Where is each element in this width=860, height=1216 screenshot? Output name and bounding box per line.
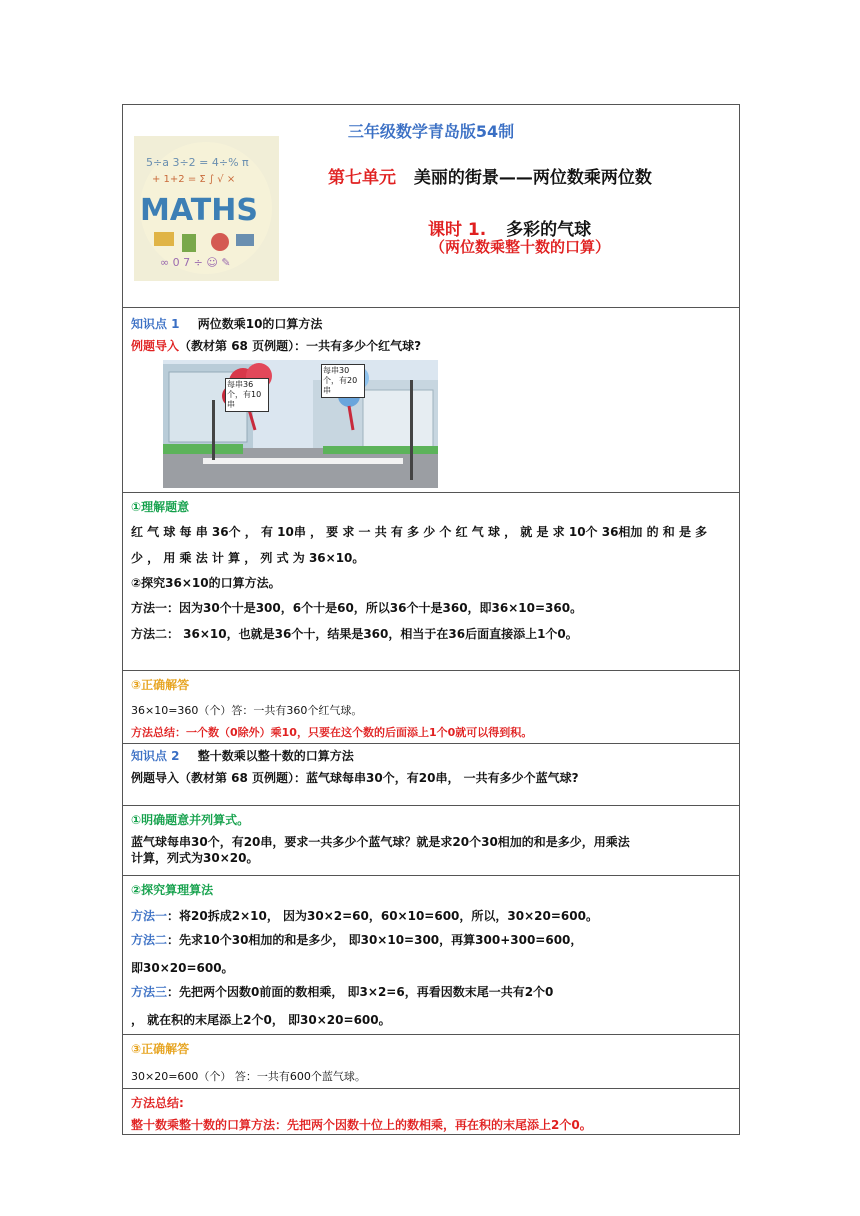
explore-section — [123, 875, 739, 1034]
svg-text:MATHS: MATHS — [140, 193, 258, 228]
header-section — [123, 105, 739, 307]
kp2-title: 整十数乘以整十数的口算方法 — [197, 749, 354, 763]
lesson-subtitle: （两位数乘整十数的口算） — [430, 238, 611, 256]
answer-1-heading: ③正确解答 — [131, 678, 190, 692]
clarify-line-2: 计算，列式为30×20。 — [131, 851, 259, 865]
method-2: 方法二： 36×10，也就是36个十，结果是360，相当于在36后面直接添上1个0。 — [131, 627, 578, 641]
method-2-3-text: ：先把两个因数0前面的数相乘， 即3×2=6，再看因数末尾一共有2个0 — [167, 985, 554, 999]
explore-heading: ②探究36×10的口算方法。 — [131, 576, 281, 590]
method-2-1-text: ：将20拆成2×10， 因为30×2=60，60×10=600，所以，30×20=600。 — [167, 909, 598, 923]
kp1-example — [131, 338, 731, 354]
maths-logo-image — [134, 136, 279, 281]
callout-blue-balloons: 每串30个，有20串 — [321, 364, 365, 398]
summary-text: 整十数乘整十数的口算方法：先把两个因数十位上的数相乘，再在积的末尾添上2个0。 — [131, 1118, 592, 1132]
kp1-heading — [131, 316, 731, 332]
understand-section — [123, 492, 739, 670]
kp2-heading — [131, 748, 731, 764]
worksheet-table — [122, 104, 740, 1135]
unit-title — [328, 163, 652, 188]
answer-1-section — [123, 670, 739, 743]
understand-heading: ①理解题意 — [131, 500, 190, 514]
callout-red-balloons: 每串36个，有10串 — [225, 378, 269, 412]
method-2-2 — [131, 932, 731, 948]
method-2-3-label: 方法三 — [131, 985, 168, 999]
answer-1-text: 36×10=360（个）答：一共有360个红气球。 — [131, 704, 363, 717]
kp2-label: 知识点 2 — [131, 749, 180, 763]
lesson-title-text: 多彩的气球 — [506, 220, 592, 240]
kp1-label: 知识点 1 — [131, 317, 180, 331]
method-2-3-cont: ， 就在积的末尾添上2个0， 即30×20=600。 — [131, 1013, 391, 1027]
svg-text:+ 1+2 = Σ ∫ √ ×: + 1+2 = Σ ∫ √ × — [152, 174, 236, 185]
method-2-1-label: 方法一 — [131, 909, 168, 923]
clarify-line-1: 蓝气球每串30个，有20串，要求一共多少个蓝气球？就是求20个30相加的和是多少，用乘法 — [131, 835, 630, 849]
knowledge-point-2-section — [123, 743, 739, 805]
method-2-3 — [131, 984, 731, 1000]
svg-text:∞ 0 7 ÷ ☺ ✎: ∞ 0 7 ÷ ☺ ✎ — [160, 256, 231, 269]
kp2-example: 例题导入（教材第 68 页例题）：蓝气球每串30个，有20串， 一共有多少个蓝气球? — [131, 771, 579, 785]
balloon-street-illustration — [163, 360, 438, 488]
summary-label: 方法总结: — [131, 1096, 184, 1110]
method-2-2-cont: 即30×20=600。 — [131, 961, 234, 975]
knowledge-point-1-section — [123, 307, 739, 492]
answer-2-heading: ③正确解答 — [131, 1042, 190, 1056]
answer-2-section — [123, 1034, 739, 1088]
understand-line-2: 少 ， 用 乘 法 计 算 ， 列 式 为 36×10。 — [131, 551, 365, 565]
kp1-example-label: 例题导入 — [131, 339, 180, 353]
method-2-2-text: ：先求10个30相加的和是多少， 即30×10=300，再算300+300=600， — [167, 933, 583, 947]
summary-section — [123, 1088, 739, 1134]
method-1: 方法一：因为30个十是300，6个十是60，所以36个十是360，即36×10=360。 — [131, 601, 583, 615]
series-title: 三年级数学青岛版54制 — [347, 122, 515, 141]
clarify-heading: ①明确题意并列算式。 — [131, 813, 250, 827]
svg-text:5÷a 3÷2 = 4÷% π: 5÷a 3÷2 = 4÷% π — [146, 156, 249, 169]
unit-title-text: 美丽的街景——两位数乘两位数 — [413, 168, 652, 188]
understand-line-1: 红 气 球 每 串 36个 ， 有 10串 ， 要 求 一 共 有 多 少 个 红 气 球 ， 就 是 求 10个 36相加 的 和 是 多 — [131, 525, 708, 539]
explore-2-heading: ②探究算理算法 — [131, 883, 214, 897]
answer-2-text: 30×20=600（个） 答：一共有600个蓝气球。 — [131, 1070, 366, 1083]
method-2-2-label: 方法二 — [131, 933, 168, 947]
unit-label: 第七单元 — [328, 168, 396, 188]
method-2-1 — [131, 908, 731, 924]
kp1-example-text: （教材第 68 页例题）：一共有多少个红气球? — [179, 339, 422, 353]
method-summary-1: 方法总结：一个数（0除外）乘10，只要在这个数的后面添上1个0就可以得到积。 — [131, 726, 533, 739]
lesson-label: 课时 1. — [428, 220, 487, 240]
kp1-title: 两位数乘10的口算方法 — [197, 317, 323, 331]
clarify-section — [123, 805, 739, 875]
